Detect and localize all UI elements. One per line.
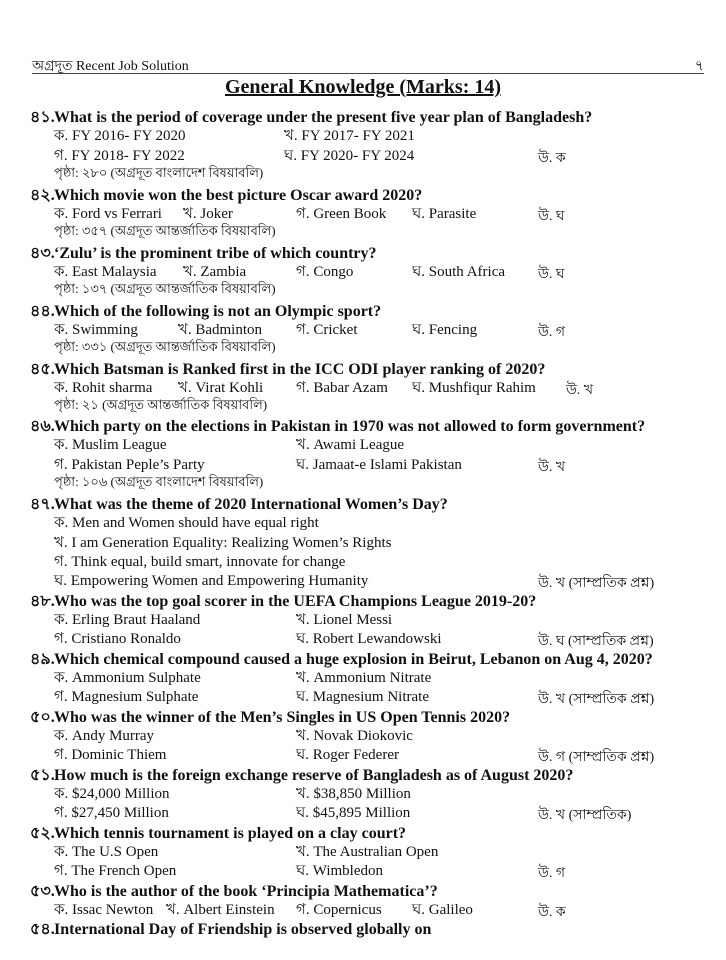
option-a: ক. $24,000 Million — [54, 786, 170, 802]
answer: উ. গ — [538, 325, 566, 340]
option-a: ক. Swimming — [54, 322, 138, 338]
answer: উ. ক — [538, 151, 566, 166]
option-d: ঘ. Roger Federer — [296, 747, 399, 763]
option-b: খ. FY 2017- FY 2021 — [284, 128, 415, 144]
question-52: ৫২.Which tennis tournament is played on a clay court? — [30, 825, 407, 842]
option-a: ক. FY 2016- FY 2020 — [54, 128, 186, 144]
option-a: ক. Rohit sharma — [54, 380, 153, 396]
question-51: ৫১.How much is the foreign exchange reserve of Bangladesh as of August 2020? — [30, 767, 574, 784]
page-reference: পৃষ্ঠা: ৩৩১ (অগ্রদূত আন্তর্জাতিক বিষয়াবলি) — [54, 339, 276, 354]
option-d: ঘ. Wimbledon — [296, 863, 383, 879]
option-c: গ. Think equal, build smart, innovate for change — [54, 554, 346, 570]
question-49: ৪৯.Which chemical compound caused a huge explosion in Beirut, Lebanon on Aug 4, 2020? — [30, 651, 653, 668]
option-b: খ. Ammonium Nitrate — [296, 670, 432, 686]
option-d: ঘ. Parasite — [412, 206, 477, 222]
option-c: গ. Copernicus — [296, 902, 382, 918]
option-d: ঘ. $45,895 Million — [296, 805, 411, 821]
page-number: ৭ — [694, 59, 704, 74]
option-c: গ. Cricket — [296, 322, 358, 338]
page-reference: পৃষ্ঠা: ১০৬ (অগ্রদূত বাংলাদেশ বিষয়াবলি) — [54, 474, 264, 489]
answer: উ. খ (সাম্প্রতিক প্রশ্ন) — [538, 576, 655, 591]
answer: উ. খ — [538, 460, 566, 475]
option-a: ক. Ammonium Sulphate — [54, 670, 201, 686]
question-41: ৪১.What is the period of coverage under the present five year plan of Bangladesh? — [30, 109, 593, 126]
header-divider — [32, 73, 704, 74]
option-d: ঘ. South Africa — [412, 264, 506, 280]
page-reference: পৃষ্ঠা: ১৩৭ (অগ্রদূত আন্তর্জাতিক বিষয়াবলি) — [54, 281, 276, 296]
answer: উ. ঘ — [538, 209, 565, 224]
option-a: ক. Muslim League — [54, 437, 167, 453]
page-header — [32, 54, 704, 74]
option-a: ক. Andy Murray — [54, 728, 155, 744]
question-50: ৫০.Who was the winner of the Men’s Singles in US Open Tennis 2020? — [30, 709, 511, 726]
option-a: ক. East Malaysia — [54, 264, 157, 280]
option-b: খ. Virat Kohli — [178, 380, 264, 396]
option-b: খ. I am Generation Equality: Realizing Women’s Rights — [54, 535, 392, 551]
header-title: অগ্রদূত Recent Job Solution — [32, 59, 189, 74]
option-c: গ. Green Book — [296, 206, 387, 222]
option-d: ঘ. Jamaat-e Islami Pakistan — [296, 457, 462, 473]
answer: উ. ঘ (সাম্প্রতিক প্রশ্ন) — [538, 634, 654, 649]
option-d: ঘ. Mushfiqur Rahim — [412, 380, 536, 396]
option-a: ক. Ford vs Ferrari — [54, 206, 162, 222]
question-46: ৪৬.Which party on the elections in Pakistan in 1970 was not allowed to form government? — [30, 418, 646, 435]
option-c: গ. $27,450 Million — [54, 805, 169, 821]
option-c: গ. Pakistan Peple’s Party — [54, 457, 205, 473]
question-47: ৪৭.What was the theme of 2020 International Women’s Day? — [30, 496, 448, 513]
option-d: ঘ. Robert Lewandowski — [296, 631, 442, 647]
question-45: ৪৫.Which Batsman is Ranked first in the ICC ODI player ranking of 2020? — [30, 361, 546, 378]
option-b: খ. Zambia — [183, 264, 247, 280]
page-reference: পৃষ্ঠা: ৩৫৭ (অগ্রদূত আন্তর্জাতিক বিষয়াবলি) — [54, 223, 276, 238]
option-c: গ. Babar Azam — [296, 380, 388, 396]
option-b: খ. Albert Einstein — [166, 902, 275, 918]
question-48: ৪৮.Who was the top goal scorer in the UEFA Champions League 2019-20? — [30, 593, 537, 610]
option-a: ক. Men and Women should have equal right — [54, 515, 319, 531]
option-c: গ. FY 2018- FY 2022 — [54, 148, 185, 164]
option-b: খ. $38,850 Million — [296, 786, 411, 802]
option-b: খ. Badminton — [178, 322, 263, 338]
answer: উ. গ (সাম্প্রতিক প্রশ্ন) — [538, 750, 655, 765]
answer: উ. গ — [538, 866, 566, 881]
question-42: ৪২.Which movie won the best picture Oscar award 2020? — [30, 187, 423, 204]
page-reference: পৃষ্ঠা: ২৮০ (অগ্রদূত বাংলাদেশ বিষয়াবলি) — [54, 165, 264, 180]
question-53: ৫৩.Who is the author of the book ‘Principia Mathematica’? — [30, 883, 438, 900]
option-c: গ. Dominic Thiem — [54, 747, 167, 763]
answer: উ. খ (সাম্প্রতিক প্রশ্ন) — [538, 692, 655, 707]
option-c: গ. Cristiano Ronaldo — [54, 631, 181, 647]
question-54: ৫৪.International Day of Friendship is observed globally on — [30, 921, 432, 938]
option-b: খ. Lionel Messi — [296, 612, 393, 628]
option-b: খ. Joker — [183, 206, 233, 222]
page-reference: পৃষ্ঠা: ২১ (অগ্রদূত আন্তর্জাতিক বিষয়াবলি) — [54, 397, 268, 412]
option-d: ঘ. Empowering Women and Empowering Humanity — [54, 573, 369, 589]
answer: উ. খ (সাম্প্রতিক) — [538, 808, 632, 823]
option-d: ঘ. Magnesium Nitrate — [296, 689, 429, 705]
question-44: ৪৪.Which of the following is not an Olympic sport? — [30, 303, 382, 320]
option-c: গ. Congo — [296, 264, 354, 280]
option-d: ঘ. Fencing — [412, 322, 478, 338]
option-b: খ. Awami League — [296, 437, 405, 453]
option-c: গ. The French Open — [54, 863, 177, 879]
option-a: ক. Erling Braut Haaland — [54, 612, 201, 628]
option-a: ক. The U.S Open — [54, 844, 159, 860]
answer: উ. ঘ — [538, 267, 565, 282]
answer: উ. খ — [566, 383, 594, 398]
option-c: গ. Magnesium Sulphate — [54, 689, 199, 705]
question-43: ৪৩.‘Zulu’ is the prominent tribe of which country? — [30, 245, 377, 262]
answer: উ. ক — [538, 905, 566, 920]
section-title: General Knowledge (Marks: 14) — [224, 76, 502, 98]
option-b: খ. Novak Diokovic — [296, 728, 413, 744]
option-d: ঘ. FY 2020- FY 2024 — [284, 148, 415, 164]
option-a: ক. Issac Newton — [54, 902, 154, 918]
option-b: খ. The Australian Open — [296, 844, 439, 860]
option-d: ঘ. Galileo — [412, 902, 473, 918]
